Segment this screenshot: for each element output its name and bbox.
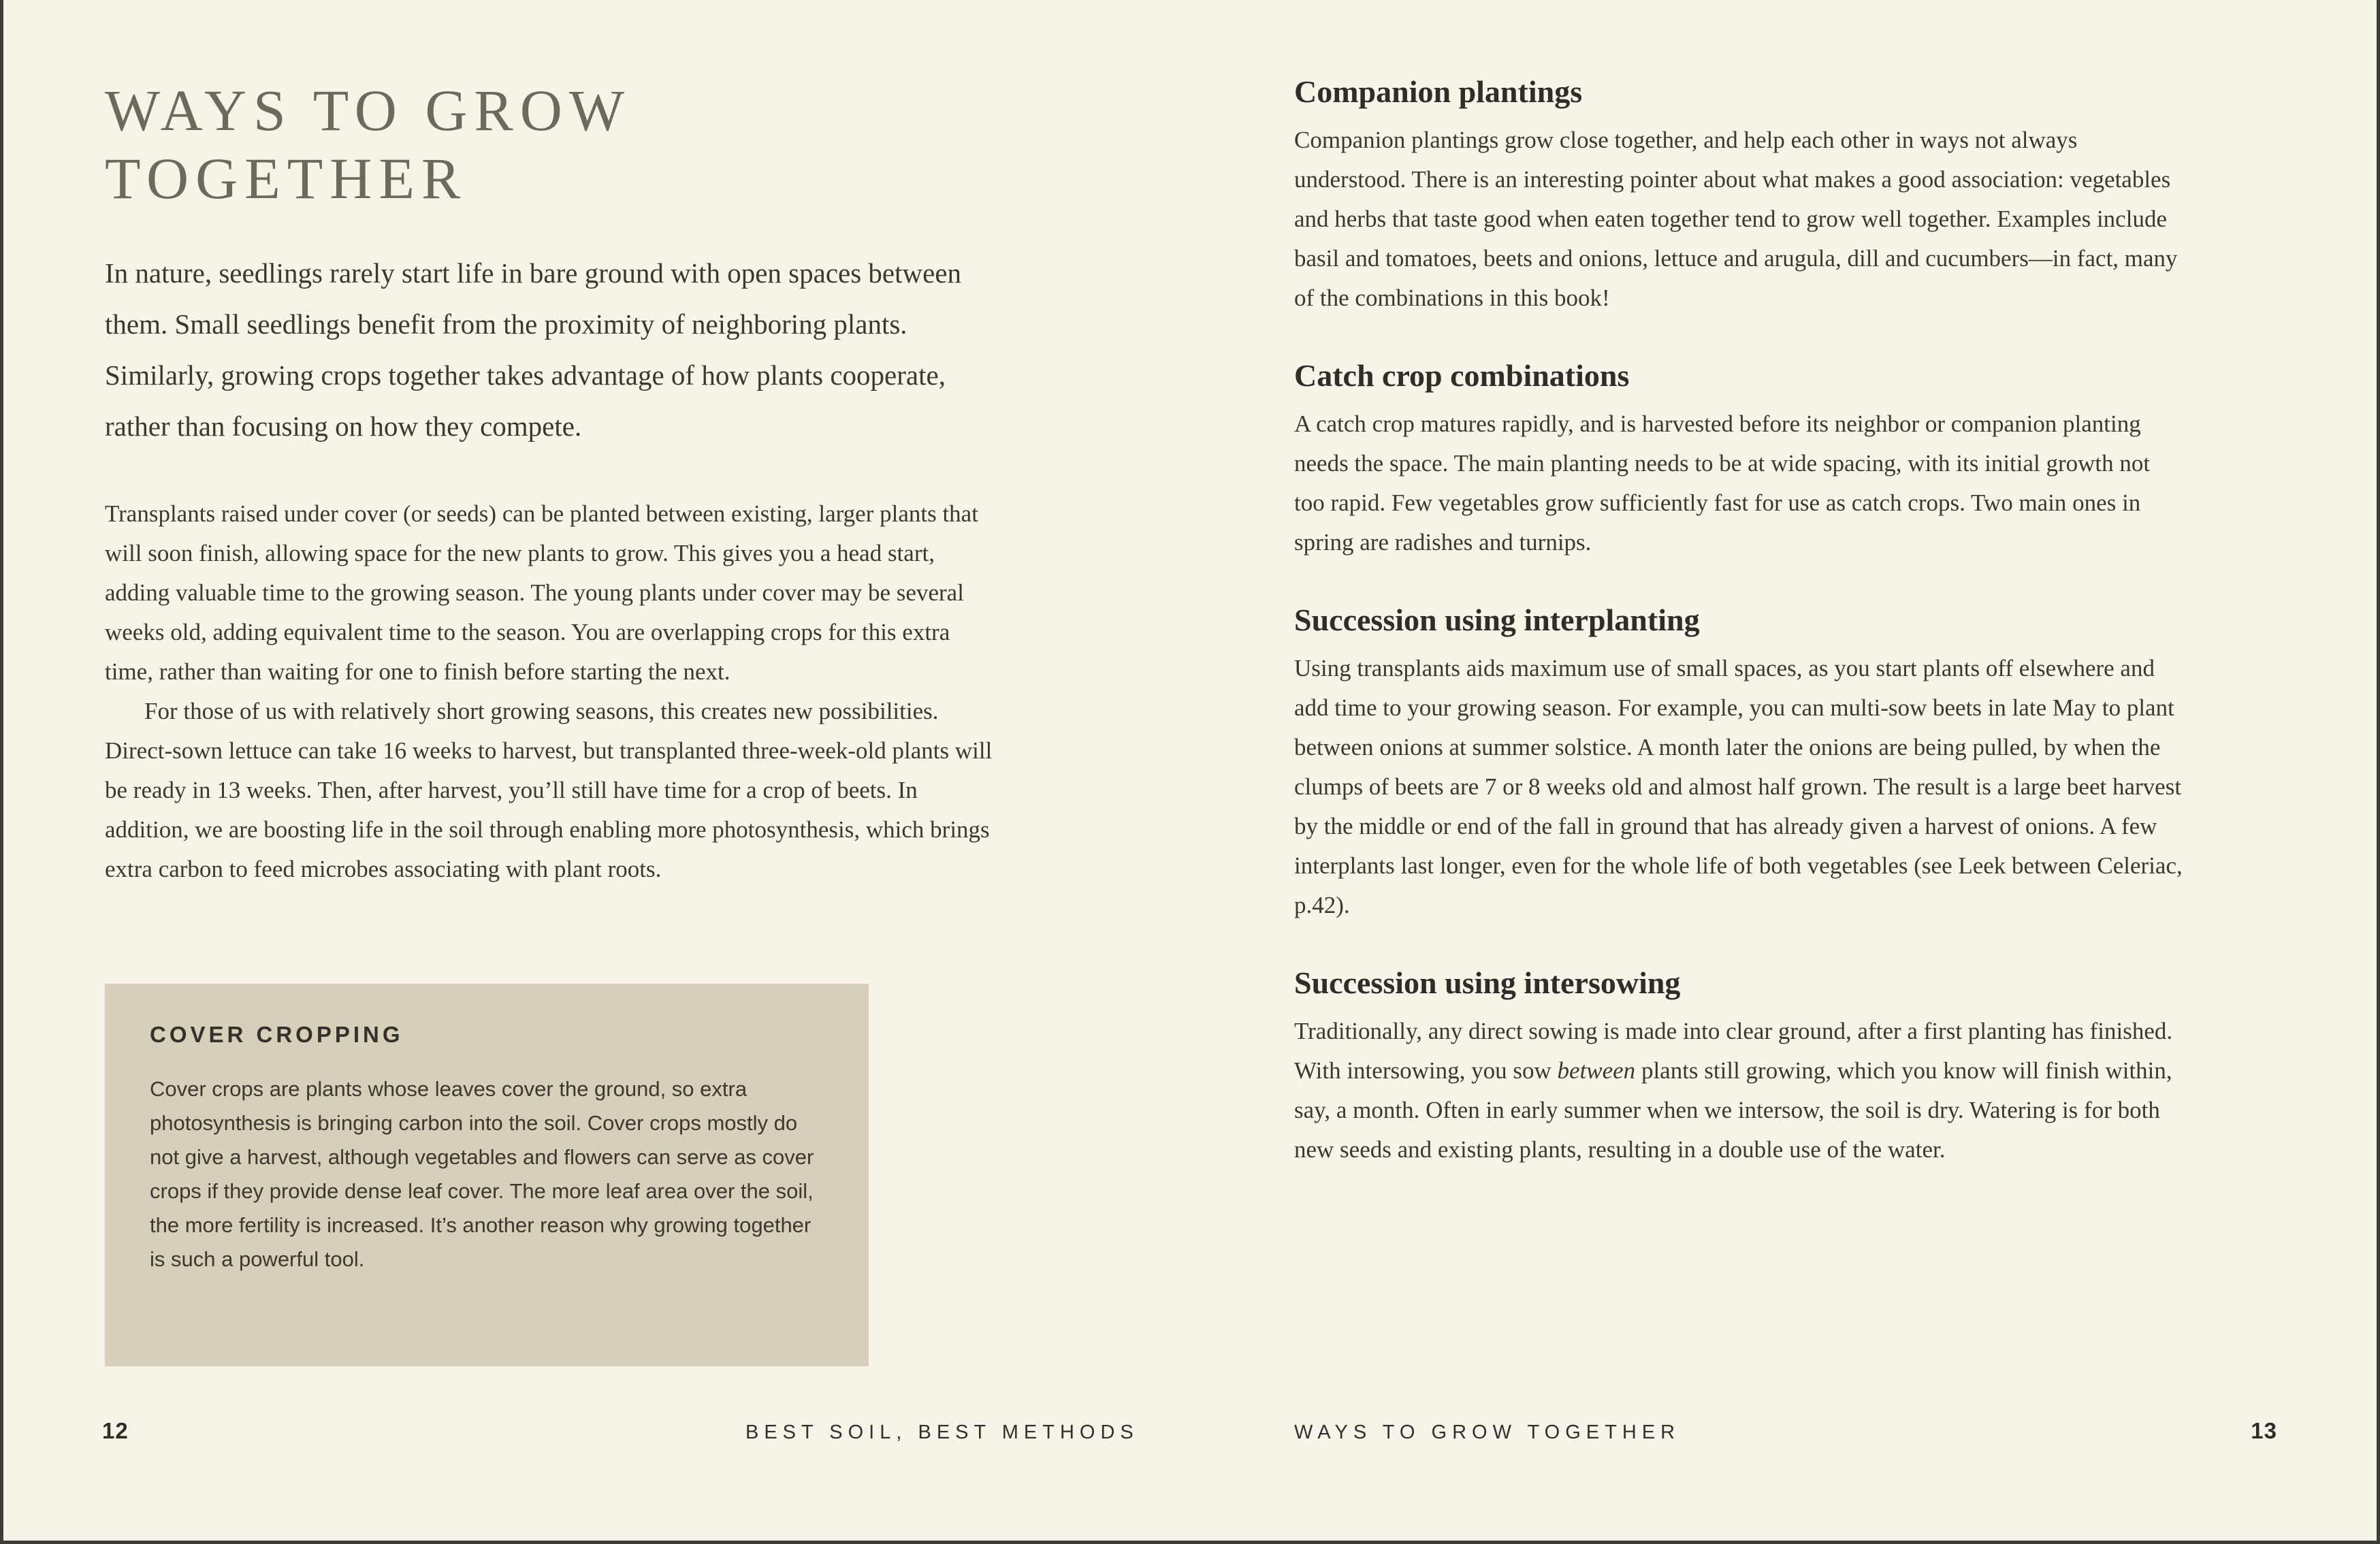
body-paragraph-2: For those of us with relatively short growing seasons, this creates new possibilities. Direct-sown lettuce can take 16 weeks to harvest, but transplanted three-week-old plants will be ready in 13 weeks. Then, after harvest, you’ll still have time for a crop of beets. In addition, we are boosting life in the soil through enabling more photosynthesis, which brings extra carbon to feed microbes associating with plant roots. (105, 698, 993, 882)
section-catch-crop-combinations (1294, 357, 2186, 562)
section-body: Traditionally, any direct sowing is made into clear ground, after a first planting has finished. With intersowing, you sow between plants still growing, which you know will finish within, say, a month. Often in early summer when we intersow, the soil is dry. Watering is for both new seeds and existing plants, resulting in a double use of the water. (1294, 1018, 2173, 1163)
body-paragraph-1: Transplants raised under cover (or seeds) can be planted between existing, larger plants that will soon finish, allowing space for the new plants to grow. This gives you a head start, adding valuable time to the growing season. The young plants under cover may be several weeks old, adding equivalent time to the season. You are overlapping crops for this extra time, rather than waiting for one to finish before starting the next. (105, 500, 978, 685)
section-succession-interplanting (1294, 602, 2186, 925)
intro-paragraph: In nature, seedlings rarely start life in bare ground with open spaces between them. Small seedlings benefit from the proximity of neighboring plants. Similarly, growing crops together takes advantage of how plants cooperate, rather than focusing on how they compete. (105, 257, 962, 442)
section-heading: Succession using intersowing (1294, 965, 1681, 1000)
section-heading: Catch crop combinations (1294, 358, 1630, 393)
section-heading: Companion plantings (1294, 74, 1583, 109)
section-body: Companion plantings grow close together, and help each other in ways not always understood. There is an interesting pointer about what makes a good association: vegetables and herbs that taste good when eaten together tend to grow well together. Examples include basil and tomatoes, beets and onions, lettuce and arugula, dill and cucumbers—in fact, many of the combinations in this book! (1294, 127, 2178, 311)
section-body: Using transplants aids maximum use of small spaces, as you start plants off elsewhere and add time to your growing season. For example, you can multi-sow beets in late May to plant between onions at summer solstice. A month later the onions are being pulled, by when the clumps of beets are 7 or 8 weeks old and almost half grown. The result is a large beet harvest by the middle or end of the fall in ground that has already given a harvest of onions. A few interplants last longer, even for the whole life of both vegetables (see Leek between Celeriac, p.42). (1294, 655, 2183, 918)
cover-box-body: Cover crops are plants whose leaves cover the ground, so extra photosynthesis is bringing carbon into the soil. Cover crops mostly do not give a harvest, although vegetables and flowers can serve as cover crops if they provide dense leaf cover. The more leaf area over the soil, the more fertility is increased. It’s another reason why growing together is such a powerful tool. (150, 1077, 814, 1271)
cover-cropping-box (105, 984, 869, 1366)
left-page-column (105, 76, 993, 889)
right-page-column (1294, 74, 2186, 1209)
page-title: WAYS TO GROW TOGETHER (105, 78, 630, 211)
page-number-right: 13 (2251, 1418, 2277, 1443)
cover-box-title: COVER CROPPING (150, 1022, 404, 1047)
section-body: A catch crop matures rapidly, and is harvested before its neighbor or companion planting needs the space. The main planting needs to be at wide spacing, with its initial growth not too rapid. Few vegetables grow sufficiently fast for use as catch crops. Two main ones in spring are radishes and turnips. (1294, 411, 2151, 556)
section-succession-intersowing (1294, 965, 2186, 1170)
section-heading: Succession using interplanting (1294, 602, 1700, 637)
running-footer-left: BEST SOIL, BEST METHODS (745, 1421, 1139, 1443)
running-footer-right: WAYS TO GROW TOGETHER (1294, 1421, 1681, 1443)
left-body-text (105, 494, 993, 889)
section-companion-plantings (1294, 74, 2186, 318)
page-number-left: 12 (102, 1418, 129, 1443)
